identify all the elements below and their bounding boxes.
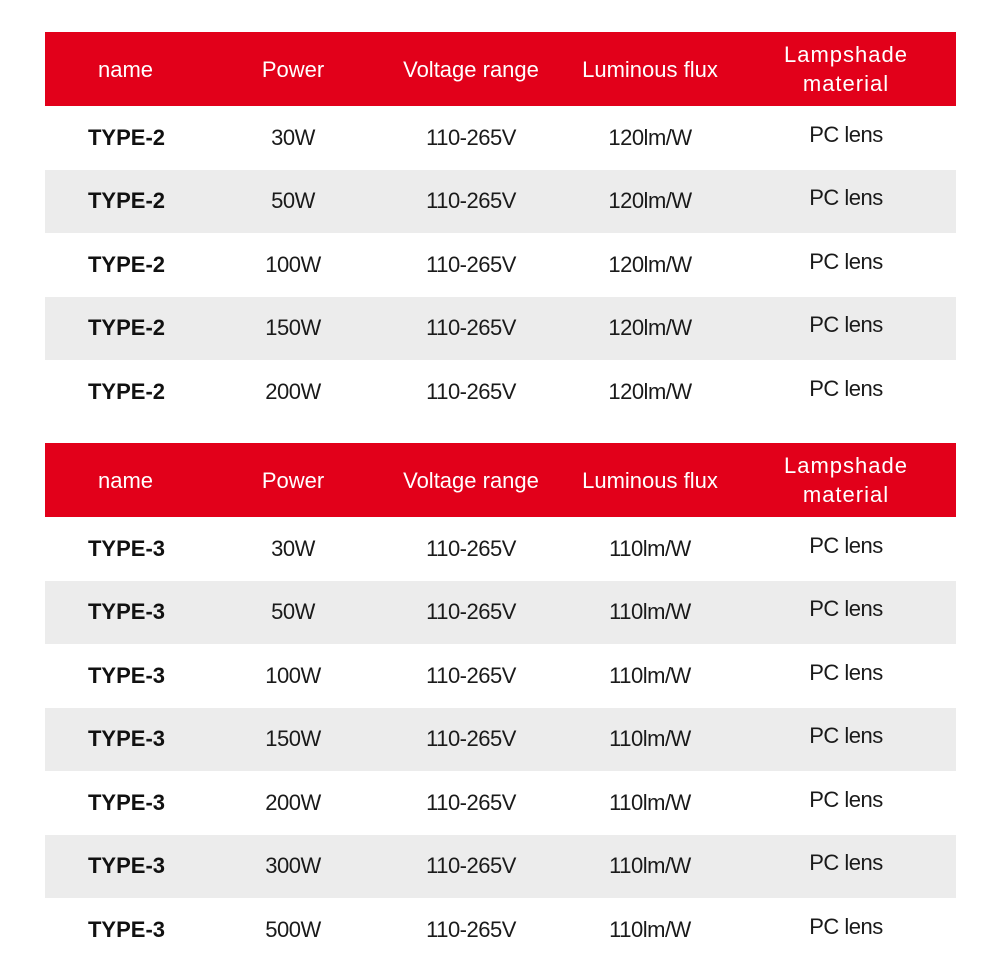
- header-power: Power: [208, 443, 378, 517]
- table-row: [45, 360, 956, 424]
- header-row: [45, 443, 956, 517]
- cell-power: 30W: [271, 124, 315, 150]
- header-lampshade-material: [736, 443, 956, 517]
- cell-lampshade-material: PC lens: [736, 297, 956, 361]
- table-row: [45, 517, 956, 581]
- cell-luminous-flux: 120lm/W: [608, 251, 692, 277]
- table-row: [45, 644, 956, 708]
- cell-power: 100W: [265, 662, 321, 688]
- header-luminous-flux: Luminous flux: [564, 443, 736, 517]
- cell-luminous-flux: 120lm/W: [608, 124, 692, 150]
- table-row: [45, 233, 956, 297]
- table-row: [45, 581, 956, 645]
- header-voltage-range: Voltage range: [378, 32, 564, 106]
- cell-power: 50W: [208, 170, 378, 234]
- cell-lampshade-material: PC lens: [736, 170, 956, 234]
- cell-lampshade-material: PC lens: [736, 835, 956, 899]
- header-lampshade-material: [736, 32, 956, 106]
- cell-name: TYPE-3: [87, 535, 166, 561]
- cell-lampshade-material: PC lens: [809, 121, 883, 147]
- cell-name: TYPE-3: [87, 662, 166, 688]
- spec-table-type-2: [45, 32, 956, 424]
- cell-name: TYPE-3: [87, 916, 166, 942]
- cell-lampshade-material: PC lens: [809, 659, 883, 685]
- header-luminous-flux: Luminous flux: [564, 32, 736, 106]
- cell-luminous-flux: 110lm/W: [564, 708, 736, 772]
- cell-name: TYPE-3: [45, 708, 208, 772]
- header-lampshade-line1: Lampshade: [784, 453, 908, 478]
- cell-lampshade-material: PC lens: [809, 913, 883, 939]
- cell-lampshade-material: PC lens: [809, 532, 883, 558]
- cell-voltage: 110-265V: [426, 124, 516, 150]
- cell-luminous-flux: 110lm/W: [609, 535, 691, 561]
- cell-lampshade-material: PC lens: [809, 375, 883, 401]
- cell-name: TYPE-2: [45, 297, 208, 361]
- header-power: Power: [208, 32, 378, 106]
- cell-voltage: 110-265V: [378, 708, 564, 772]
- header-lampshade-line2: material: [802, 482, 890, 507]
- table-row: [45, 170, 956, 234]
- cell-name: TYPE-3: [87, 789, 166, 815]
- cell-voltage: 110-265V: [426, 378, 516, 404]
- table-row: [45, 835, 956, 899]
- cell-lampshade-material: PC lens: [736, 708, 956, 772]
- cell-name: TYPE-2: [87, 251, 166, 277]
- cell-power: 50W: [208, 581, 378, 645]
- cell-luminous-flux: 120lm/W: [564, 170, 736, 234]
- cell-name: TYPE-3: [45, 581, 208, 645]
- cell-voltage: 110-265V: [426, 535, 516, 561]
- cell-name: TYPE-2: [45, 170, 208, 234]
- cell-luminous-flux: 120lm/W: [564, 297, 736, 361]
- table-row: [45, 771, 956, 835]
- cell-name: TYPE-2: [87, 378, 166, 404]
- cell-lampshade-material: PC lens: [809, 248, 883, 274]
- cell-luminous-flux: 110lm/W: [609, 916, 691, 942]
- header-name: name: [45, 443, 208, 517]
- cell-power: 200W: [265, 789, 321, 815]
- cell-luminous-flux: 110lm/W: [609, 789, 691, 815]
- cell-power: 500W: [265, 916, 321, 942]
- table-row: [45, 708, 956, 772]
- table-row: [45, 297, 956, 361]
- cell-power: 30W: [271, 535, 315, 561]
- cell-voltage: 110-265V: [378, 835, 564, 899]
- cell-luminous-flux: 110lm/W: [609, 662, 691, 688]
- cell-voltage: 110-265V: [426, 662, 516, 688]
- cell-voltage: 110-265V: [426, 251, 516, 277]
- cell-voltage: 110-265V: [426, 916, 516, 942]
- cell-voltage: 110-265V: [378, 297, 564, 361]
- cell-power: 200W: [265, 378, 321, 404]
- header-name: name: [45, 32, 208, 106]
- cell-luminous-flux: 120lm/W: [608, 378, 692, 404]
- cell-voltage: 110-265V: [426, 789, 516, 815]
- cell-voltage: 110-265V: [378, 170, 564, 234]
- cell-voltage: 110-265V: [378, 581, 564, 645]
- header-lampshade-line2: material: [802, 71, 890, 96]
- cell-power: 300W: [208, 835, 378, 899]
- cell-power: 100W: [265, 251, 321, 277]
- header-voltage-range: Voltage range: [378, 443, 564, 517]
- header-lampshade-line1: Lampshade: [784, 42, 908, 67]
- cell-lampshade-material: PC lens: [809, 786, 883, 812]
- cell-luminous-flux: 110lm/W: [564, 581, 736, 645]
- cell-luminous-flux: 110lm/W: [564, 835, 736, 899]
- cell-name: TYPE-2: [87, 124, 166, 150]
- cell-power: 150W: [208, 297, 378, 361]
- table-row: [45, 898, 956, 962]
- spec-table-type-3: [45, 443, 956, 962]
- cell-power: 150W: [208, 708, 378, 772]
- header-row: [45, 32, 956, 106]
- table-row: [45, 106, 956, 170]
- cell-name: TYPE-3: [45, 835, 208, 899]
- cell-lampshade-material: PC lens: [736, 581, 956, 645]
